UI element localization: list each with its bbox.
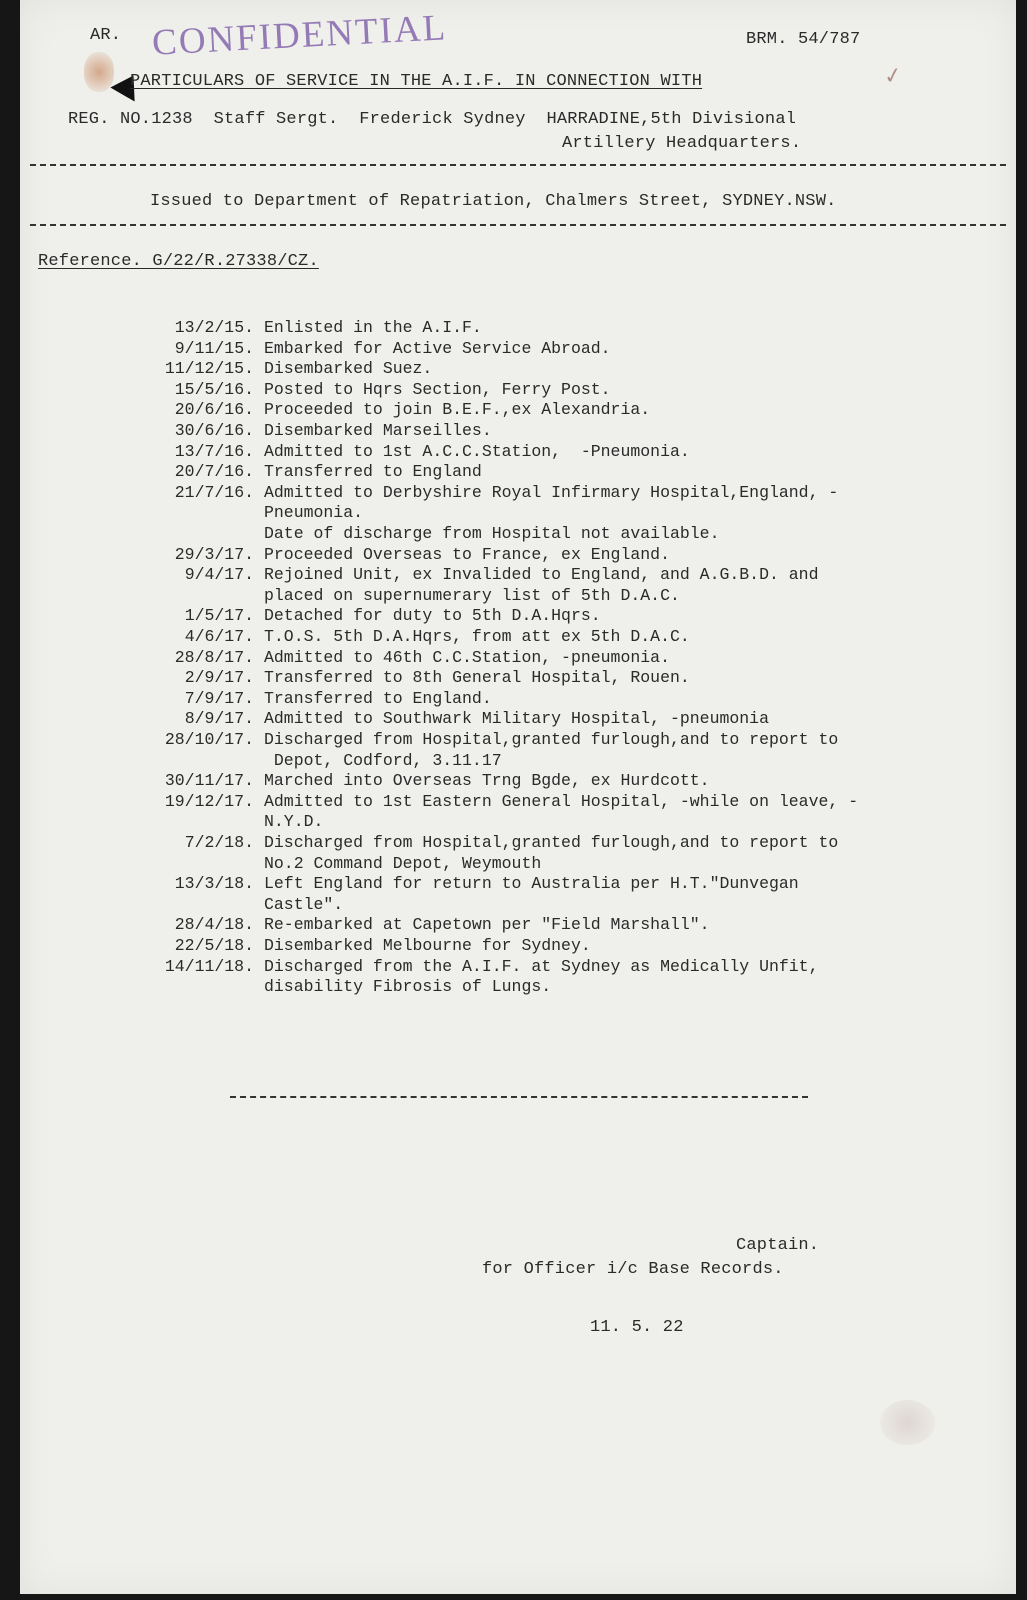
soldier-line-1: REG. NO.1238 Staff Sergt. Frederick Sydney HARRADINE,5th Divisional [68,110,797,129]
entry-date: 14/11/18. [164,956,254,976]
service-entry [116,895,343,916]
service-entry [116,565,819,586]
entry-text: Admitted to 1st A.C.C.Station, -Pneumonia. [264,441,690,461]
service-entry [116,977,551,998]
entry-date: 9/11/15. [174,338,254,358]
entry-date: 4/6/17. [184,627,254,646]
ar-code: AR. [90,26,122,45]
service-entry [116,606,601,627]
entry-date: 29/3/17. [174,544,254,564]
entry-date: 30/11/17. [164,771,254,791]
entry-date: 28/4/18. [174,915,254,935]
entry-text: Castle". [264,894,344,914]
service-entry [116,792,858,813]
entry-text: Transferred to England [264,462,482,482]
entry-date: 30/6/16. [174,421,254,440]
service-entry [116,771,710,792]
service-entry [116,874,799,895]
entry-date [116,586,254,607]
entry-date: 28/8/17. [174,647,254,667]
signature-rank: Captain. [736,1236,820,1255]
entry-text: Marched into Overseas Trng Bgde, ex Hurdcott. [264,771,710,791]
divider-top [30,164,1006,166]
entry-text: Transferred to England. [264,688,492,708]
confidential-stamp: CONFIDENTIAL [151,7,449,64]
entry-date [116,854,254,875]
soldier-line-2: Artillery Headquarters. [562,134,802,153]
entry-date [116,524,254,545]
entry-date: 7/2/18. [184,833,254,852]
file-reference: BRM. 54/787 [746,30,861,49]
signature-officer: for Officer i/c Base Records. [482,1260,784,1279]
entry-text: Enlisted in the A.I.F. [264,318,482,337]
entry-text: Embarked for Active Service Abroad. [264,338,611,358]
entry-date: 7/9/17. [184,688,254,708]
entry-text: Date of discharge from Hospital not available. [264,524,720,543]
entry-date: 15/5/16. [174,379,254,399]
service-entry [116,421,492,442]
service-entry [116,936,591,957]
entry-date: 13/3/18. [174,874,254,894]
service-entry [116,709,769,730]
entry-text: T.O.S. 5th D.A.Hqrs, from att ex 5th D.A.C. [264,627,690,646]
service-entry [116,812,323,833]
entry-date: 8/9/17. [184,709,254,729]
entry-text: Rejoined Unit, ex Invalided to England, and A.G.B.D. and [264,565,819,585]
entry-date: 13/7/16. [174,441,254,461]
service-entry [116,627,690,648]
entry-text: Disembarked Melbourne for Sydney. [264,936,591,955]
rust-stain [84,52,114,92]
entry-date: 11/12/15. [164,359,254,379]
service-entry [116,648,670,669]
entry-text: Admitted to Southwark Military Hospital, -pneumonia [264,709,769,729]
service-entry [116,751,502,772]
pencil-mark-icon: ✓ [881,62,905,91]
entry-date: 20/6/16. [174,400,254,420]
divider-bottom [30,224,1006,226]
entry-date [116,977,254,998]
entry-text: N.Y.D. [264,812,324,832]
particulars-heading: PARTICULARS OF SERVICE IN THE A.I.F. IN CONNECTION WITH [130,72,703,91]
document-date: 11. 5. 22 [590,1318,684,1337]
entry-text: Discharged from Hospital,granted furlough,and to report to [264,833,839,852]
entry-date: 20/7/16. [174,462,254,482]
entry-text: Posted to Hqrs Section, Ferry Post. [264,379,611,399]
service-entry [116,503,363,524]
entry-date: 21/7/16. [174,482,254,502]
smudge-mark [880,1400,935,1445]
entry-date: 28/10/17. [164,730,254,749]
service-entry [116,442,690,463]
service-entry [116,730,838,751]
entry-text: No.2 Command Depot, Weymouth [264,853,542,873]
service-entry [116,318,482,339]
entry-text: placed on supernumerary list of 5th D.A.C. [264,585,680,605]
entry-date [116,503,254,524]
service-entry [116,462,482,483]
entry-text: Admitted to Derbyshire Royal Infirmary Hospital,England, - [264,482,839,502]
service-entry [116,545,670,566]
entry-text: Disembarked Marseilles. [264,421,492,440]
service-entry [116,380,611,401]
entry-text: Left England for return to Australia per H.T."Dunvegan [264,874,799,894]
entry-date: 2/9/17. [184,668,254,688]
entry-text: Proceeded to join B.E.F.,ex Alexandria. [264,400,651,420]
service-entry [116,689,492,710]
entry-date: 1/5/17. [184,606,254,626]
entry-text: Transferred to 8th General Hospital, Rouen. [264,668,690,688]
entry-date [116,812,254,833]
service-entry [116,915,710,936]
service-entry [116,400,650,421]
service-entry [116,524,719,545]
entry-date: 13/2/15. [174,318,254,337]
entry-text: Admitted to 46th C.C.Station, -pneumonia. [264,647,670,667]
service-entry [116,586,680,607]
service-entry [116,359,432,380]
entry-text: Pneumonia. [264,503,364,523]
entry-text: disability Fibrosis of Lungs. [264,977,552,997]
entry-date: 9/4/17. [184,565,254,585]
entry-date: 19/12/17. [164,791,254,811]
document-page [20,0,1016,1594]
reference-line: Reference. G/22/R.27338/CZ. [38,252,319,271]
entry-date [116,751,254,772]
service-entry [116,854,541,875]
entry-text: Depot, Codford, 3.11.17 [264,750,502,770]
closing-divider [230,1096,808,1098]
service-entry [116,483,838,504]
entry-text: Detached for duty to 5th D.A.Hqrs. [264,606,601,626]
service-entry [116,833,838,854]
entry-text: Discharged from the A.I.F. at Sydney as Medically Unfit, [264,956,819,976]
entry-text: Re-embarked at Capetown per "Field Marshall". [264,915,710,935]
entry-text: Admitted to 1st Eastern General Hospital, -while on leave, - [264,791,859,811]
entry-text: Discharged from Hospital,granted furlough,and to report to [264,730,839,749]
entry-date [116,895,254,916]
entry-date: 22/5/18. [174,936,254,955]
service-entry [116,339,611,360]
service-entry [116,668,690,689]
entry-text: Disembarked Suez. [264,359,433,379]
entry-text: Proceeded Overseas to France, ex England. [264,544,670,564]
service-entry [116,957,819,978]
issued-to-line: Issued to Department of Repatriation, Chalmers Street, SYDNEY.NSW. [150,192,837,211]
